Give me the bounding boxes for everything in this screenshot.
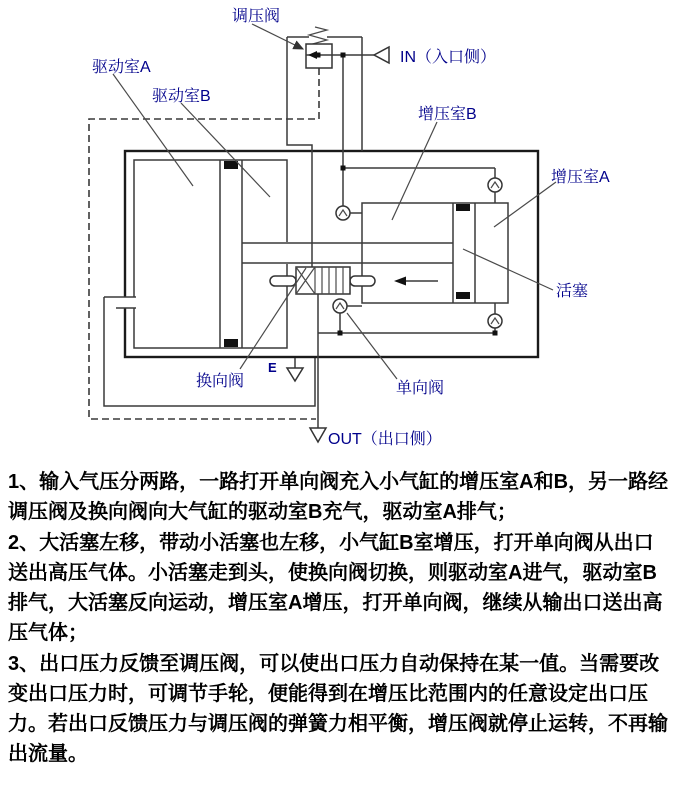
regulator-spring	[309, 27, 327, 45]
description-step-1: 1、输入气压分两路，一路打开单向阀充入小气缸的增压室A和B，另一路经调压阀及换向阀向大气缸的驱动室B充气，驱动室A排气；	[8, 471, 669, 523]
out-port-label: OUT（出口侧）	[328, 431, 442, 448]
exhaust-triangle	[287, 368, 303, 381]
in-port-triangle	[374, 47, 389, 63]
outlet-lines	[318, 294, 495, 428]
in-port	[374, 47, 389, 63]
description-step-3: 3、出口压力反馈至调压阀，可以使出口压力自动保持在某一值。当需要改变出口压力时，可调节手轮，便能得到在增压比范围内的任意设定出口压力。若出口反馈压力与调压阀的弹簧力相平衡，增压阀就停止运转，不再输出流量。	[8, 653, 668, 765]
description-step-2: 2、大活塞左移，带动小活塞也左移，小气缸B室增压，打开单向阀从出口送出高压气体。小活塞走到头，使换向阀切换，则驱动室A进气，驱动室B排气，大活塞反向运动，增压室A增压，打开单向阀，继续从输出口送出高压气体；	[8, 532, 663, 644]
motion-arrow	[394, 277, 438, 286]
junction-dot	[341, 166, 346, 171]
junction-dot	[493, 331, 498, 336]
piston-rod	[242, 243, 453, 263]
pressure-regulator-valve	[306, 27, 374, 68]
port-wall-gap	[122, 297, 137, 309]
exhaust-label: E	[268, 360, 277, 375]
leader-boost-b	[392, 122, 437, 220]
leader-boost-a	[494, 182, 556, 227]
big-piston	[220, 160, 242, 348]
reversing-valve-label: 换向阀	[196, 373, 245, 390]
check-valve-label: 单向阀	[396, 380, 445, 397]
supply-lines	[343, 55, 495, 206]
check-valve-top-left	[336, 206, 362, 220]
drive-chamber-b-label: 驱动室B	[152, 88, 211, 105]
out-port	[310, 428, 326, 442]
boost-chamber-b-label: 增压室B	[418, 106, 477, 123]
drive-chamber-a-label: 驱动室A	[92, 59, 151, 76]
exhaust-port	[287, 358, 303, 381]
regulator-label: 调压阀	[232, 8, 281, 25]
boost-chamber-a-label: 增压室A	[551, 169, 610, 186]
small-cylinder	[362, 203, 508, 303]
rod-wall-gap	[284, 242, 290, 264]
reversing-valve	[270, 267, 375, 294]
check-valve-bottom-right	[488, 314, 502, 328]
junction-dot	[338, 331, 343, 336]
in-port-label: IN（入口侧）	[400, 49, 497, 66]
big-cylinder-bore	[134, 160, 287, 348]
out-port-triangle	[310, 428, 326, 442]
leader-check-valve	[347, 313, 397, 379]
check-valve-top-right	[488, 178, 502, 203]
junction-dot	[341, 53, 346, 58]
operation-description	[0, 456, 680, 769]
machine-casing	[125, 151, 538, 357]
piston-label: 活塞	[556, 283, 589, 300]
check-valve-bottom-left	[333, 299, 362, 313]
